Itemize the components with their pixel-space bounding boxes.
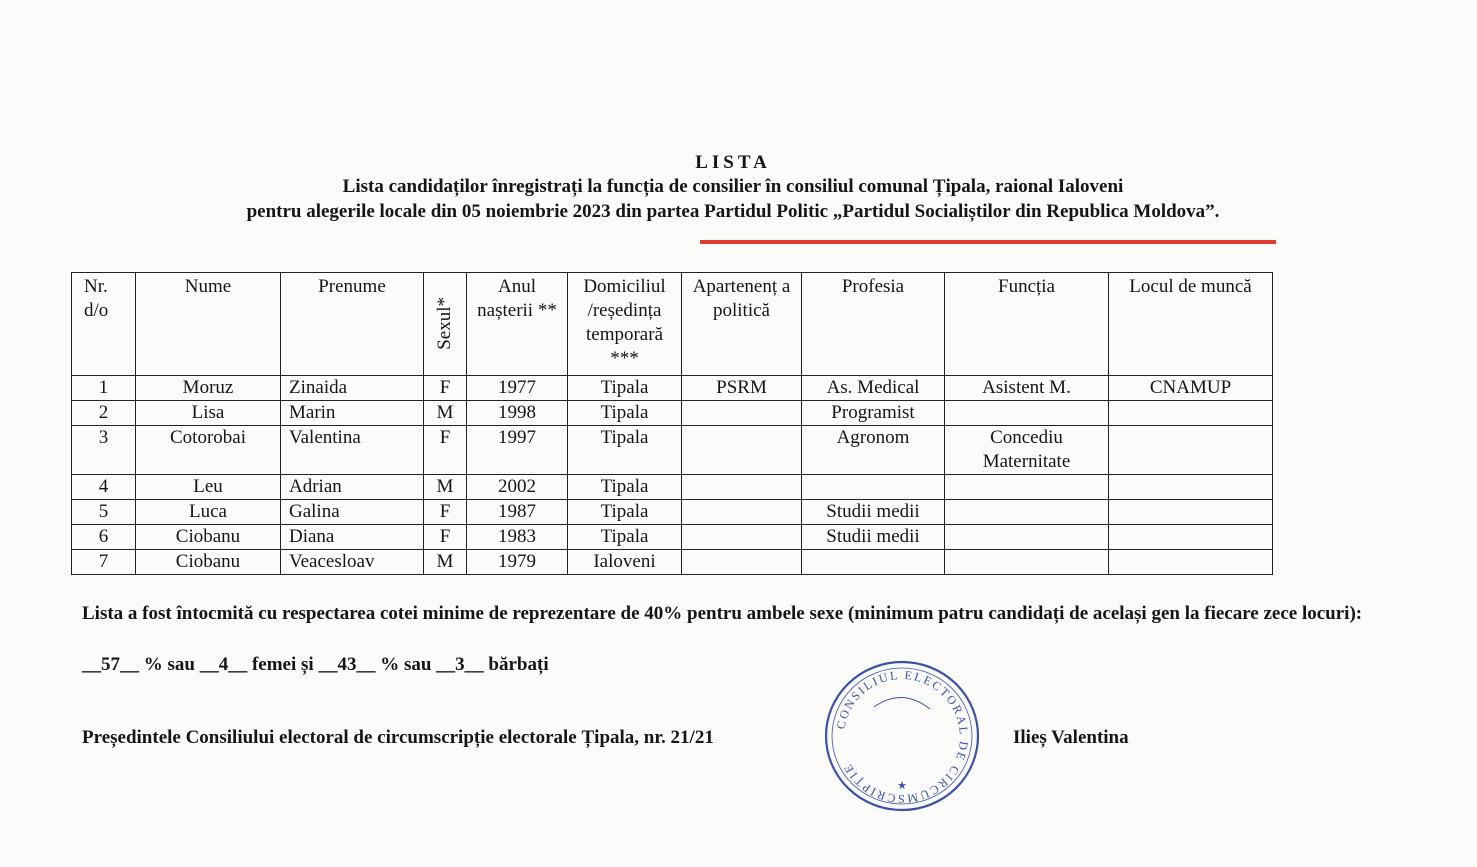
cell-locul — [1109, 525, 1273, 550]
cell-domiciliul: Tipala — [568, 475, 682, 500]
cell-functia — [945, 550, 1109, 575]
header-nume: Nume — [136, 273, 281, 376]
table-header-row — [72, 273, 1273, 376]
cell-nume: Ciobanu — [136, 550, 281, 575]
header-domiciliul: Domiciliul /reședința temporară *** — [568, 273, 682, 376]
document-subtitle-line2: pentru alegerile locale din 05 noiembrie 2023 din partea Partidul Politic „Partidul Socialiștilor din Republica Moldova”. — [246, 201, 1220, 222]
cell-anul: 1983 — [467, 525, 568, 550]
cell-prenume: Veacesloav — [281, 550, 424, 575]
cell-sex: F — [424, 500, 467, 525]
cell-anul: 1979 — [467, 550, 568, 575]
cell-profesia: Agronom — [802, 426, 945, 475]
header-sexul: Sexul* — [434, 297, 455, 350]
cell-nume: Luca — [136, 500, 281, 525]
table-row — [72, 475, 1273, 500]
cell-anul: 2002 — [467, 475, 568, 500]
men-label: bărbați — [488, 654, 549, 675]
cell-prenume: Marin — [281, 401, 424, 426]
cell-nr: 7 — [72, 550, 136, 575]
header-prenume: Prenume — [281, 273, 424, 376]
women-label: femei și — [251, 654, 314, 675]
president-label: Președintele Consiliului electoral de circumscripție electorale Țipala, nr. 21/21 — [82, 727, 714, 748]
women-count: 4 — [218, 654, 229, 675]
cell-nr: 5 — [72, 500, 136, 525]
cell-nr: 3 — [72, 426, 136, 475]
signer-name: Ilieș Valentina — [1013, 727, 1129, 748]
cell-sex: F — [424, 426, 467, 475]
document-subtitle-line1: Lista candidaților înregistrați la funcția de consilier în consiliul comunal Țipala, raional Ialoveni — [342, 176, 1124, 197]
cell-functia: Concediu Maternitate — [945, 426, 1109, 475]
women-percent: 57 — [101, 654, 120, 675]
cell-sex: M — [424, 475, 467, 500]
cell-nume: Ciobanu — [136, 525, 281, 550]
cell-anul: 1997 — [467, 426, 568, 475]
men-percent: 43 — [337, 654, 357, 675]
official-stamp — [822, 657, 982, 815]
stamp-text-path: CONSILIUL ELECTORAL DE CIRCUMSCRIPȚIE — [833, 667, 972, 807]
header-profesia: Profesia — [802, 273, 945, 376]
cell-locul — [1109, 500, 1273, 525]
document-title: LISTA — [695, 152, 771, 173]
cell-apartenenta: PSRM — [682, 376, 802, 401]
cell-domiciliul: Tipala — [568, 376, 682, 401]
candidates-table — [71, 272, 1273, 575]
cell-nume: Leu — [136, 475, 281, 500]
cell-domiciliul: Tipala — [568, 426, 682, 475]
cell-locul — [1109, 550, 1273, 575]
cell-profesia: Programist — [802, 401, 945, 426]
header-sexul-cell — [424, 273, 467, 376]
cell-prenume: Zinaida — [281, 376, 424, 401]
men-count: 3 — [455, 654, 465, 675]
cell-domiciliul: Tipala — [568, 500, 682, 525]
cell-apartenenta — [682, 475, 802, 500]
cell-apartenenta — [682, 550, 802, 575]
table-row — [72, 550, 1273, 575]
stamp-emblem — [874, 697, 930, 709]
cell-sex: F — [424, 525, 467, 550]
cell-profesia: Studii medii — [802, 525, 945, 550]
cell-sex: M — [424, 550, 467, 575]
cell-profesia — [802, 550, 945, 575]
header-nr: Nr. d/o — [72, 273, 136, 376]
cell-nr: 1 — [72, 376, 136, 401]
cell-nr: 6 — [72, 525, 136, 550]
header-anul: Anul nașterii ** — [467, 273, 568, 376]
cell-prenume: Adrian — [281, 475, 424, 500]
cell-nr: 4 — [72, 475, 136, 500]
cell-locul — [1109, 401, 1273, 426]
cell-locul: CNAMUP — [1109, 376, 1273, 401]
cell-functia — [945, 475, 1109, 500]
cell-functia: Asistent M. — [945, 376, 1109, 401]
cell-domiciliul: Tipala — [568, 525, 682, 550]
table-row — [72, 401, 1273, 426]
cell-nume: Moruz — [136, 376, 281, 401]
cell-apartenenta — [682, 525, 802, 550]
cell-profesia: As. Medical — [802, 376, 945, 401]
cell-locul — [1109, 426, 1273, 475]
cell-prenume: Valentina — [281, 426, 424, 475]
table-row — [72, 500, 1273, 525]
cell-anul: 1998 — [467, 401, 568, 426]
cell-locul — [1109, 475, 1273, 500]
header-functia: Funcția — [945, 273, 1109, 376]
table-row — [72, 376, 1273, 401]
cell-profesia — [802, 475, 945, 500]
header-apartenenta: Apartenenț a politică — [682, 273, 802, 376]
table-row — [72, 426, 1273, 475]
cell-prenume: Galina — [281, 500, 424, 525]
cell-apartenenta — [682, 426, 802, 475]
percent-label-1: % sau — [143, 654, 195, 675]
cell-sex: F — [424, 376, 467, 401]
cell-domiciliul: Ialoveni — [568, 550, 682, 575]
header-locul: Locul de muncă — [1109, 273, 1273, 376]
cell-functia — [945, 525, 1109, 550]
cell-functia — [945, 500, 1109, 525]
cell-apartenenta — [682, 500, 802, 525]
cell-sex: M — [424, 401, 467, 426]
quota-line: __57__ % sau __4__ femei și __43__ % sau __3__ bărbați — [82, 654, 549, 675]
cell-anul: 1977 — [467, 376, 568, 401]
cell-nume: Cotorobai — [136, 426, 281, 475]
red-underline — [700, 240, 1276, 244]
cell-prenume: Diana — [281, 525, 424, 550]
percent-label-2: % sau — [380, 654, 432, 675]
cell-domiciliul: Tipala — [568, 401, 682, 426]
cell-functia — [945, 401, 1109, 426]
cell-apartenenta — [682, 401, 802, 426]
table-row — [72, 525, 1273, 550]
cell-anul: 1987 — [467, 500, 568, 525]
quota-note: Lista a fost întocmită cu respectarea cotei minime de reprezentare de 40% pentru ambele sexe (minimum patru candidați de același gen la fiecare zece locuri): — [82, 603, 1363, 624]
stamp-star-icon: ★ — [897, 780, 907, 792]
cell-profesia: Studii medii — [802, 500, 945, 525]
cell-nume: Lisa — [136, 401, 281, 426]
cell-nr: 2 — [72, 401, 136, 426]
